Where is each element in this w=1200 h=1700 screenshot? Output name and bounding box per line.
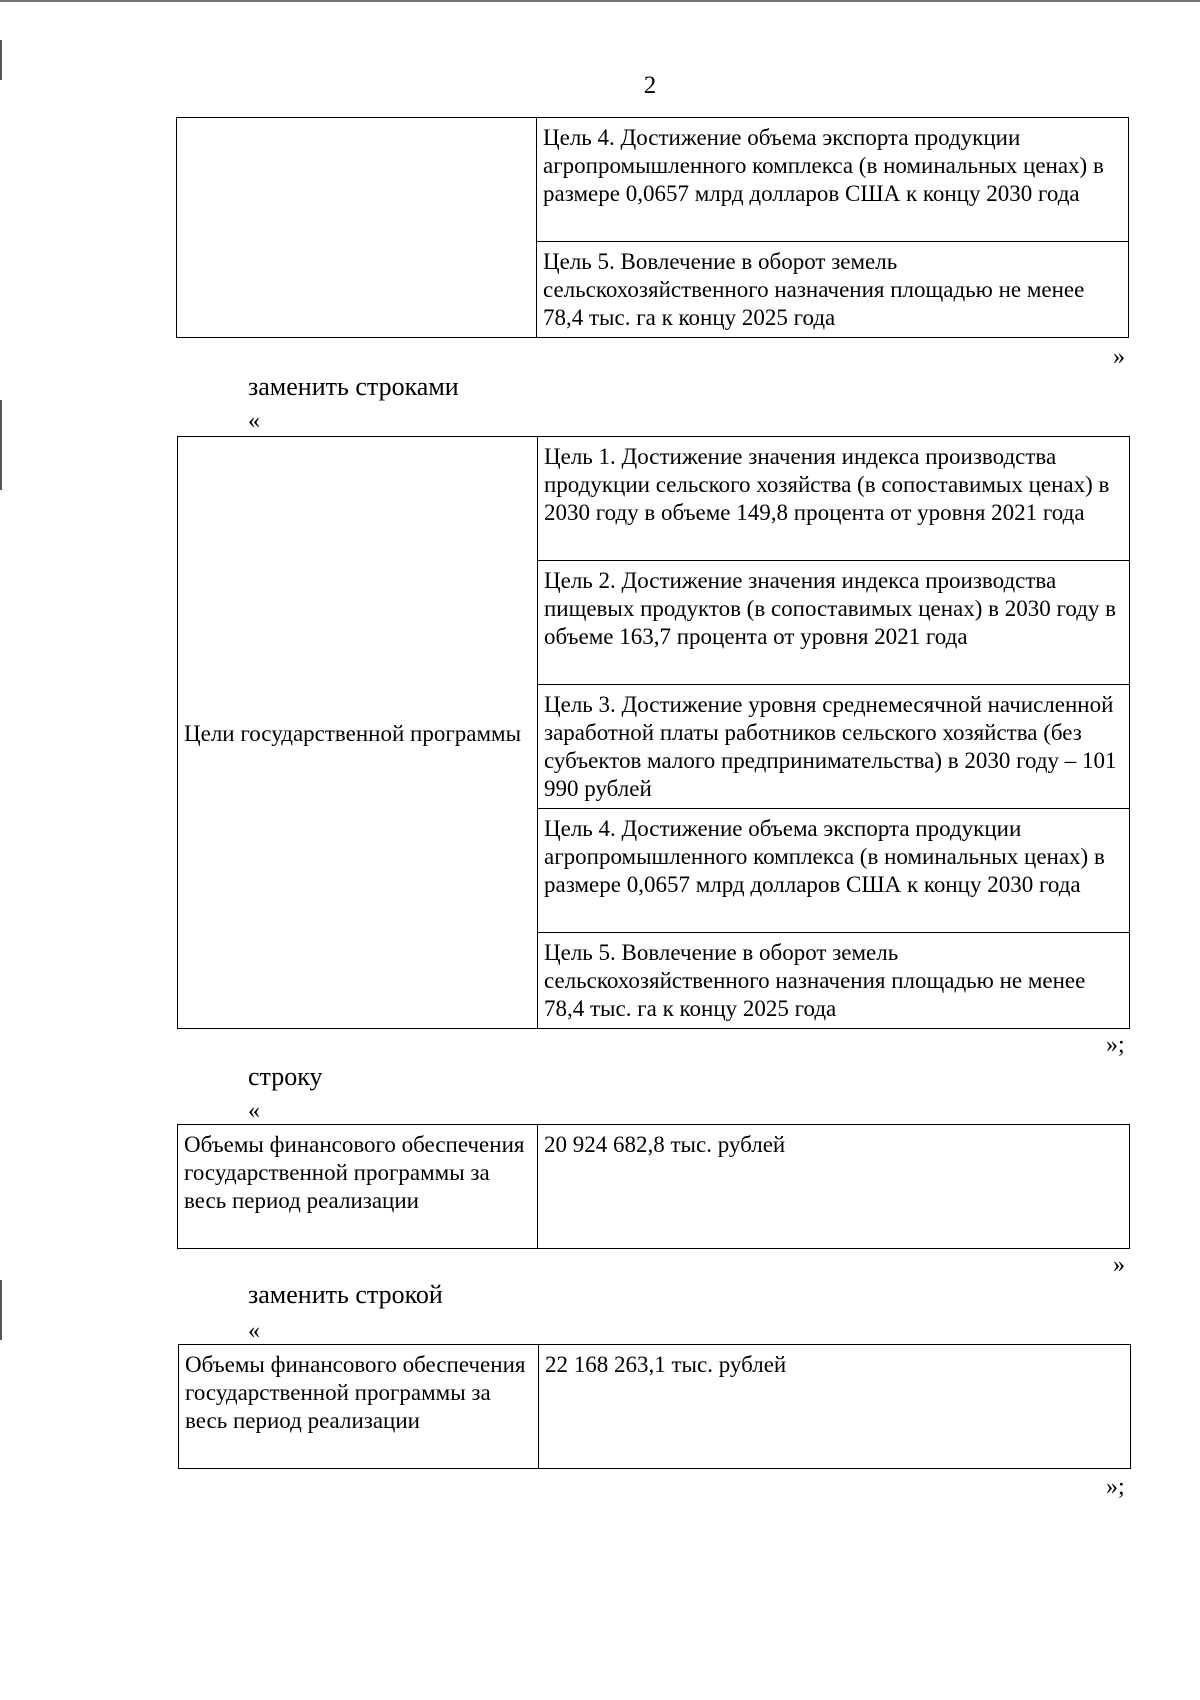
table-row: [178, 1125, 1130, 1249]
open-quote: «: [248, 408, 260, 434]
goal-2-cell: Цель 2. Достижение значения индекса производства пищевых продуктов (в сопоставимых ценах) в 2030 году в объеме 163,7 процента от уровня 2021 года: [538, 561, 1130, 685]
table-row: [179, 1345, 1131, 1469]
old-finance-label-cell: Объемы финансового обеспечения государственной программы за весь период реализации: [178, 1125, 538, 1249]
program-goals-label-cell: Цели государственной программы: [178, 437, 538, 1029]
goal-3-cell: Цель 3. Достижение уровня среднемесячной начисленной заработной платы работников сельского хозяйства (без субъектов малого предпринимательства) в 2030 году – 101 990 рублей: [538, 685, 1130, 809]
open-quote: «: [248, 1318, 260, 1344]
new-finance-value-cell: 22 168 263,1 тыс. рублей: [539, 1345, 1131, 1469]
close-quote: »: [1113, 344, 1125, 370]
old-goals-left-cell: [177, 118, 537, 338]
close-quote: »;: [1106, 1032, 1125, 1058]
new-finance-table: [178, 1344, 1131, 1469]
page-number: 2: [643, 72, 657, 99]
table-row: [177, 118, 1129, 242]
old-goal-5-cell: Цель 5. Вовлечение в оборот земель сельскохозяйственного назначения площадью не менее 78,4 тыс. га к концу 2025 года: [537, 242, 1129, 338]
new-goals-table: [177, 436, 1130, 1029]
old-finance-value-cell: 20 924 682,8 тыс. рублей: [538, 1125, 1130, 1249]
close-quote: »: [1113, 1252, 1125, 1278]
goal-4-cell: Цель 4. Достижение объема экспорта продукции агропромышленного комплекса (в номинальных ценах) в размере 0,0657 млрд долларов США к концу 2030 года: [538, 809, 1130, 933]
old-finance-table: [177, 1124, 1130, 1249]
close-quote: »;: [1106, 1474, 1125, 1500]
table-row: [178, 437, 1130, 561]
goal-1-cell: Цель 1. Достижение значения индекса производства продукции сельского хозяйства (в сопоставимых ценах) в 2030 году в объеме 149,8 процента от уровня 2021 года: [538, 437, 1130, 561]
scan-mark: [0, 400, 2, 490]
scan-top-edge: [0, 0, 1200, 2]
open-quote: «: [248, 1098, 260, 1124]
replace-rows-label: заменить строками: [248, 372, 459, 401]
scan-mark: [0, 1280, 2, 1340]
old-goals-table: [176, 117, 1129, 338]
row-label: строку: [248, 1062, 323, 1091]
replace-row-label: заменить строкой: [248, 1280, 443, 1309]
new-finance-label-cell: Объемы финансового обеспечения государственной программы за весь период реализации: [179, 1345, 539, 1469]
goal-5-cell: Цель 5. Вовлечение в оборот земель сельскохозяйственного назначения площадью не менее 78,4 тыс. га к концу 2025 года: [538, 933, 1130, 1029]
old-goal-4-cell: Цель 4. Достижение объема экспорта продукции агропромышленного комплекса (в номинальных ценах) в размере 0,0657 млрд долларов США к концу 2030 года: [537, 118, 1129, 242]
